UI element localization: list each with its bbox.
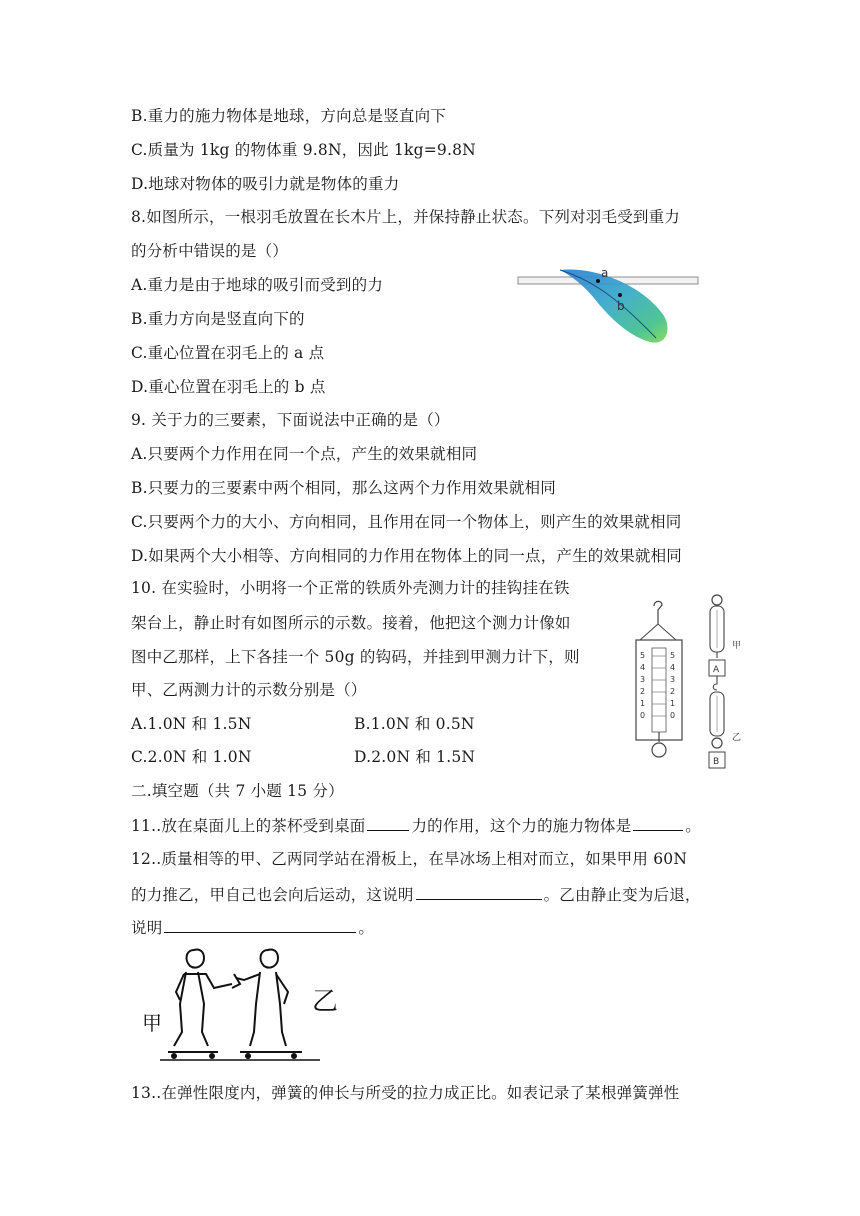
svg-text:4: 4 <box>670 663 676 672</box>
skateboard-figure <box>140 944 339 1066</box>
svg-text:2: 2 <box>670 687 676 696</box>
question-10-stem-3: 图中乙那样，上下各挂一个 50g 的钩码，并挂到甲测力计下，则 <box>131 648 580 666</box>
svg-text:4: 4 <box>640 663 646 672</box>
question-10-option-b: B.1.0N 和 0.5N <box>354 715 475 733</box>
question-11-text-1: 11..放在桌面儿上的茶杯受到桌面 <box>131 817 366 835</box>
question-12-text-2: 。乙由静止变为后退， <box>543 886 701 904</box>
question-12-text-3: 说明 <box>131 919 163 937</box>
question-8-stem-2: 的分析中错误的是（） <box>131 242 289 260</box>
blank-12-1[interactable] <box>416 883 542 900</box>
question-12-text-4: 。 <box>358 919 375 937</box>
question-10-option-a: A.1.0N 和 1.5N <box>131 715 252 733</box>
feather-figure <box>516 262 702 348</box>
svg-text:乙: 乙 <box>312 987 339 1017</box>
question-12-line-2 <box>131 883 701 905</box>
question-13-stem: 13..在弹性限度内，弹簧的伸长与所受的拉力成正比。如表记录了某根弹簧弹性 <box>131 1084 680 1102</box>
svg-text:0: 0 <box>670 711 676 720</box>
question-9-option-d: D.如果两个大小相等、方向相同的力作用在物体上的同一点，产生的效果就相同 <box>131 547 683 565</box>
svg-text:甲: 甲 <box>732 641 742 651</box>
line-c-mass-weight: C.质量为 1kg 的物体重 9.8N，因此 1kg=9.8N <box>131 141 476 159</box>
svg-text:1: 1 <box>640 699 646 708</box>
point-b <box>618 293 622 297</box>
section-2-heading: 二.填空题（共 7 小题 15 分） <box>131 782 344 800</box>
point-a <box>596 279 600 283</box>
blank-12-2[interactable] <box>164 916 356 933</box>
question-10-stem-4: 甲、乙两测力计的示数分别是（） <box>131 681 367 699</box>
question-11 <box>131 814 701 836</box>
line-d-attraction: D.地球对物体的吸引力就是物体的重力 <box>131 175 400 193</box>
svg-text:0: 0 <box>640 711 646 720</box>
blank-11-1[interactable] <box>367 814 409 831</box>
svg-text:A: A <box>713 665 720 675</box>
question-12-line-3 <box>131 916 374 938</box>
question-8-option-b: B.重力方向是竖直向下的 <box>131 310 305 328</box>
svg-text:2: 2 <box>640 687 646 696</box>
blank-11-2[interactable] <box>633 814 683 831</box>
question-8-stem-1: 8.如图所示，一根羽毛放置在长木片上，并保持静止状态。下列对羽毛受到重力 <box>131 208 680 226</box>
spring-scale-figure <box>632 592 744 770</box>
question-11-text-2: 力的作用，这个力的施力物体是 <box>411 817 632 835</box>
svg-text:3: 3 <box>670 675 676 684</box>
question-9-option-c: C.只要两个力的大小、方向相同，且作用在同一个物体上，则产生的效果就相同 <box>131 513 682 531</box>
question-10-stem-1: 10. 在实验时，小明将一个正常的铁质外壳测力计的挂钩挂在铁 <box>131 579 570 597</box>
svg-text:甲: 甲 <box>142 1011 162 1035</box>
question-8-option-d: D.重心位置在羽毛上的 b 点 <box>131 378 326 396</box>
question-9-option-a: A.只要两个力作用在同一个点，产生的效果就相同 <box>131 445 478 463</box>
svg-text:B: B <box>713 757 720 767</box>
svg-text:5: 5 <box>670 651 676 660</box>
svg-text:a: a <box>601 266 609 280</box>
question-12-stem-1: 12..质量相等的甲、乙两同学站在滑板上，在旱冰场上相对而立，如果甲用 60N <box>131 850 688 868</box>
svg-text:乙: 乙 <box>732 733 742 743</box>
question-10-stem-2: 架台上，静止时有如图所示的示数。接着，他把这个测力计像如 <box>131 614 571 632</box>
question-9-option-b: B.只要力的三要素中两个相同，那么这两个力作用效果就相同 <box>131 479 556 497</box>
question-11-text-3: 。 <box>685 817 701 835</box>
svg-text:3: 3 <box>640 675 646 684</box>
svg-text:1: 1 <box>670 699 676 708</box>
svg-text:5: 5 <box>640 651 646 660</box>
question-10-option-d: D.2.0N 和 1.5N <box>354 748 476 766</box>
question-12-text-1: 的力推乙，甲自己也会向后运动，这说明 <box>131 886 414 904</box>
line-b-gravity-source: B.重力的施力物体是地球，方向总是竖直向下 <box>131 107 447 125</box>
question-8-option-c: C.重心位置在羽毛上的 a 点 <box>131 344 325 362</box>
question-10-option-c: C.2.0N 和 1.0N <box>131 748 252 766</box>
svg-text:b: b <box>617 299 625 313</box>
question-8-option-a: A.重力是由于地球的吸引而受到的力 <box>131 276 384 294</box>
question-9-stem: 9. 关于力的三要素，下面说法中正确的是（） <box>131 411 450 429</box>
